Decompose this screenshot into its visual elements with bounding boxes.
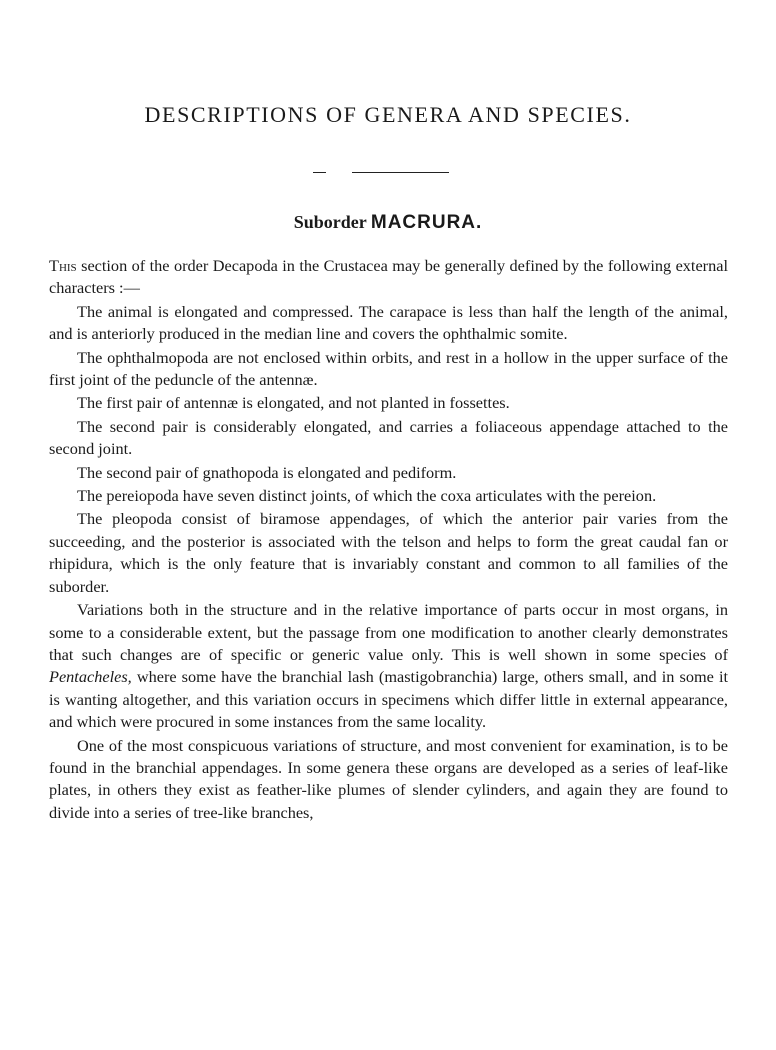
paragraph-4: The first pair of antennæ is elongated, and not planted in fossettes.	[77, 393, 510, 413]
paragraph-1	[49, 255, 728, 300]
divider-gap	[326, 170, 352, 175]
paragraph-9-text-a: Variations both in the structure and in the relative importance of parts occur in most organs, in some to a considerable extent, but the passage from one modification to another clearly demonstrates that such changes are of specific or generic value only. This is well shown in some species of	[49, 600, 728, 664]
paragraph-9-text-b: where some have the branchial lash (mastigobranchia) large, others small, and in some it is wanting altogether, and this variation occurs in specimens which differ little in external appearance, and which were procured in some instances from the same locality.	[49, 667, 728, 732]
suborder-prefix: Suborder	[293, 212, 367, 232]
paragraph-1-text: section of the order Decapoda in the Crustacea may be generally defined by the following external characters :—	[49, 256, 728, 298]
paragraph-5: The second pair is considerably elongated, and carries a foliaceous appendage attached to the second joint.	[49, 416, 728, 459]
paragraph-7: The pereiopoda have seven distinct joints, of which the coxa articulates with the pereion.	[77, 486, 657, 506]
body-text	[49, 255, 728, 825]
suborder-heading	[0, 212, 776, 234]
suborder-name: MACRURA.	[370, 212, 483, 233]
paragraph-6: The second pair of gnathopoda is elongated and pediform.	[77, 462, 457, 482]
paragraph-1-lead: This	[49, 256, 77, 275]
page-title: DESCRIPTIONS OF GENERA AND SPECIES.	[144, 102, 632, 127]
paragraph-9	[49, 599, 728, 733]
genus-name-pentacheles: Pentacheles,	[49, 667, 132, 687]
paragraph-8: The pleopoda consist of biramose appendages, of which the anterior pair varies from the succeeding, and the posterior is associated with the telson and helps to form the great caudal fan or rhipidura, which is the only feature that is invariably constant and common to all families of the suborder.	[49, 509, 728, 596]
paragraph-2: The animal is elongated and compressed. The carapace is less than half the length of the animal, and is anteriorly produced in the median line and covers the ophthalmic somite.	[49, 301, 728, 344]
paragraph-10: One of the most conspicuous variations of structure, and most convenient for examination, is to be found in the branchial appendages. In some genera these organs are developed as a series of leaf-like plates, in others they exist as feather-like plumes of slender cylinders, and again they are found to divide into a series of tree-like branches,	[49, 735, 728, 822]
paragraph-3: The ophthalmopoda are not enclosed within orbits, and rest in a hollow in the upper surface of the first joint of the peduncle of the antennæ.	[49, 347, 728, 390]
